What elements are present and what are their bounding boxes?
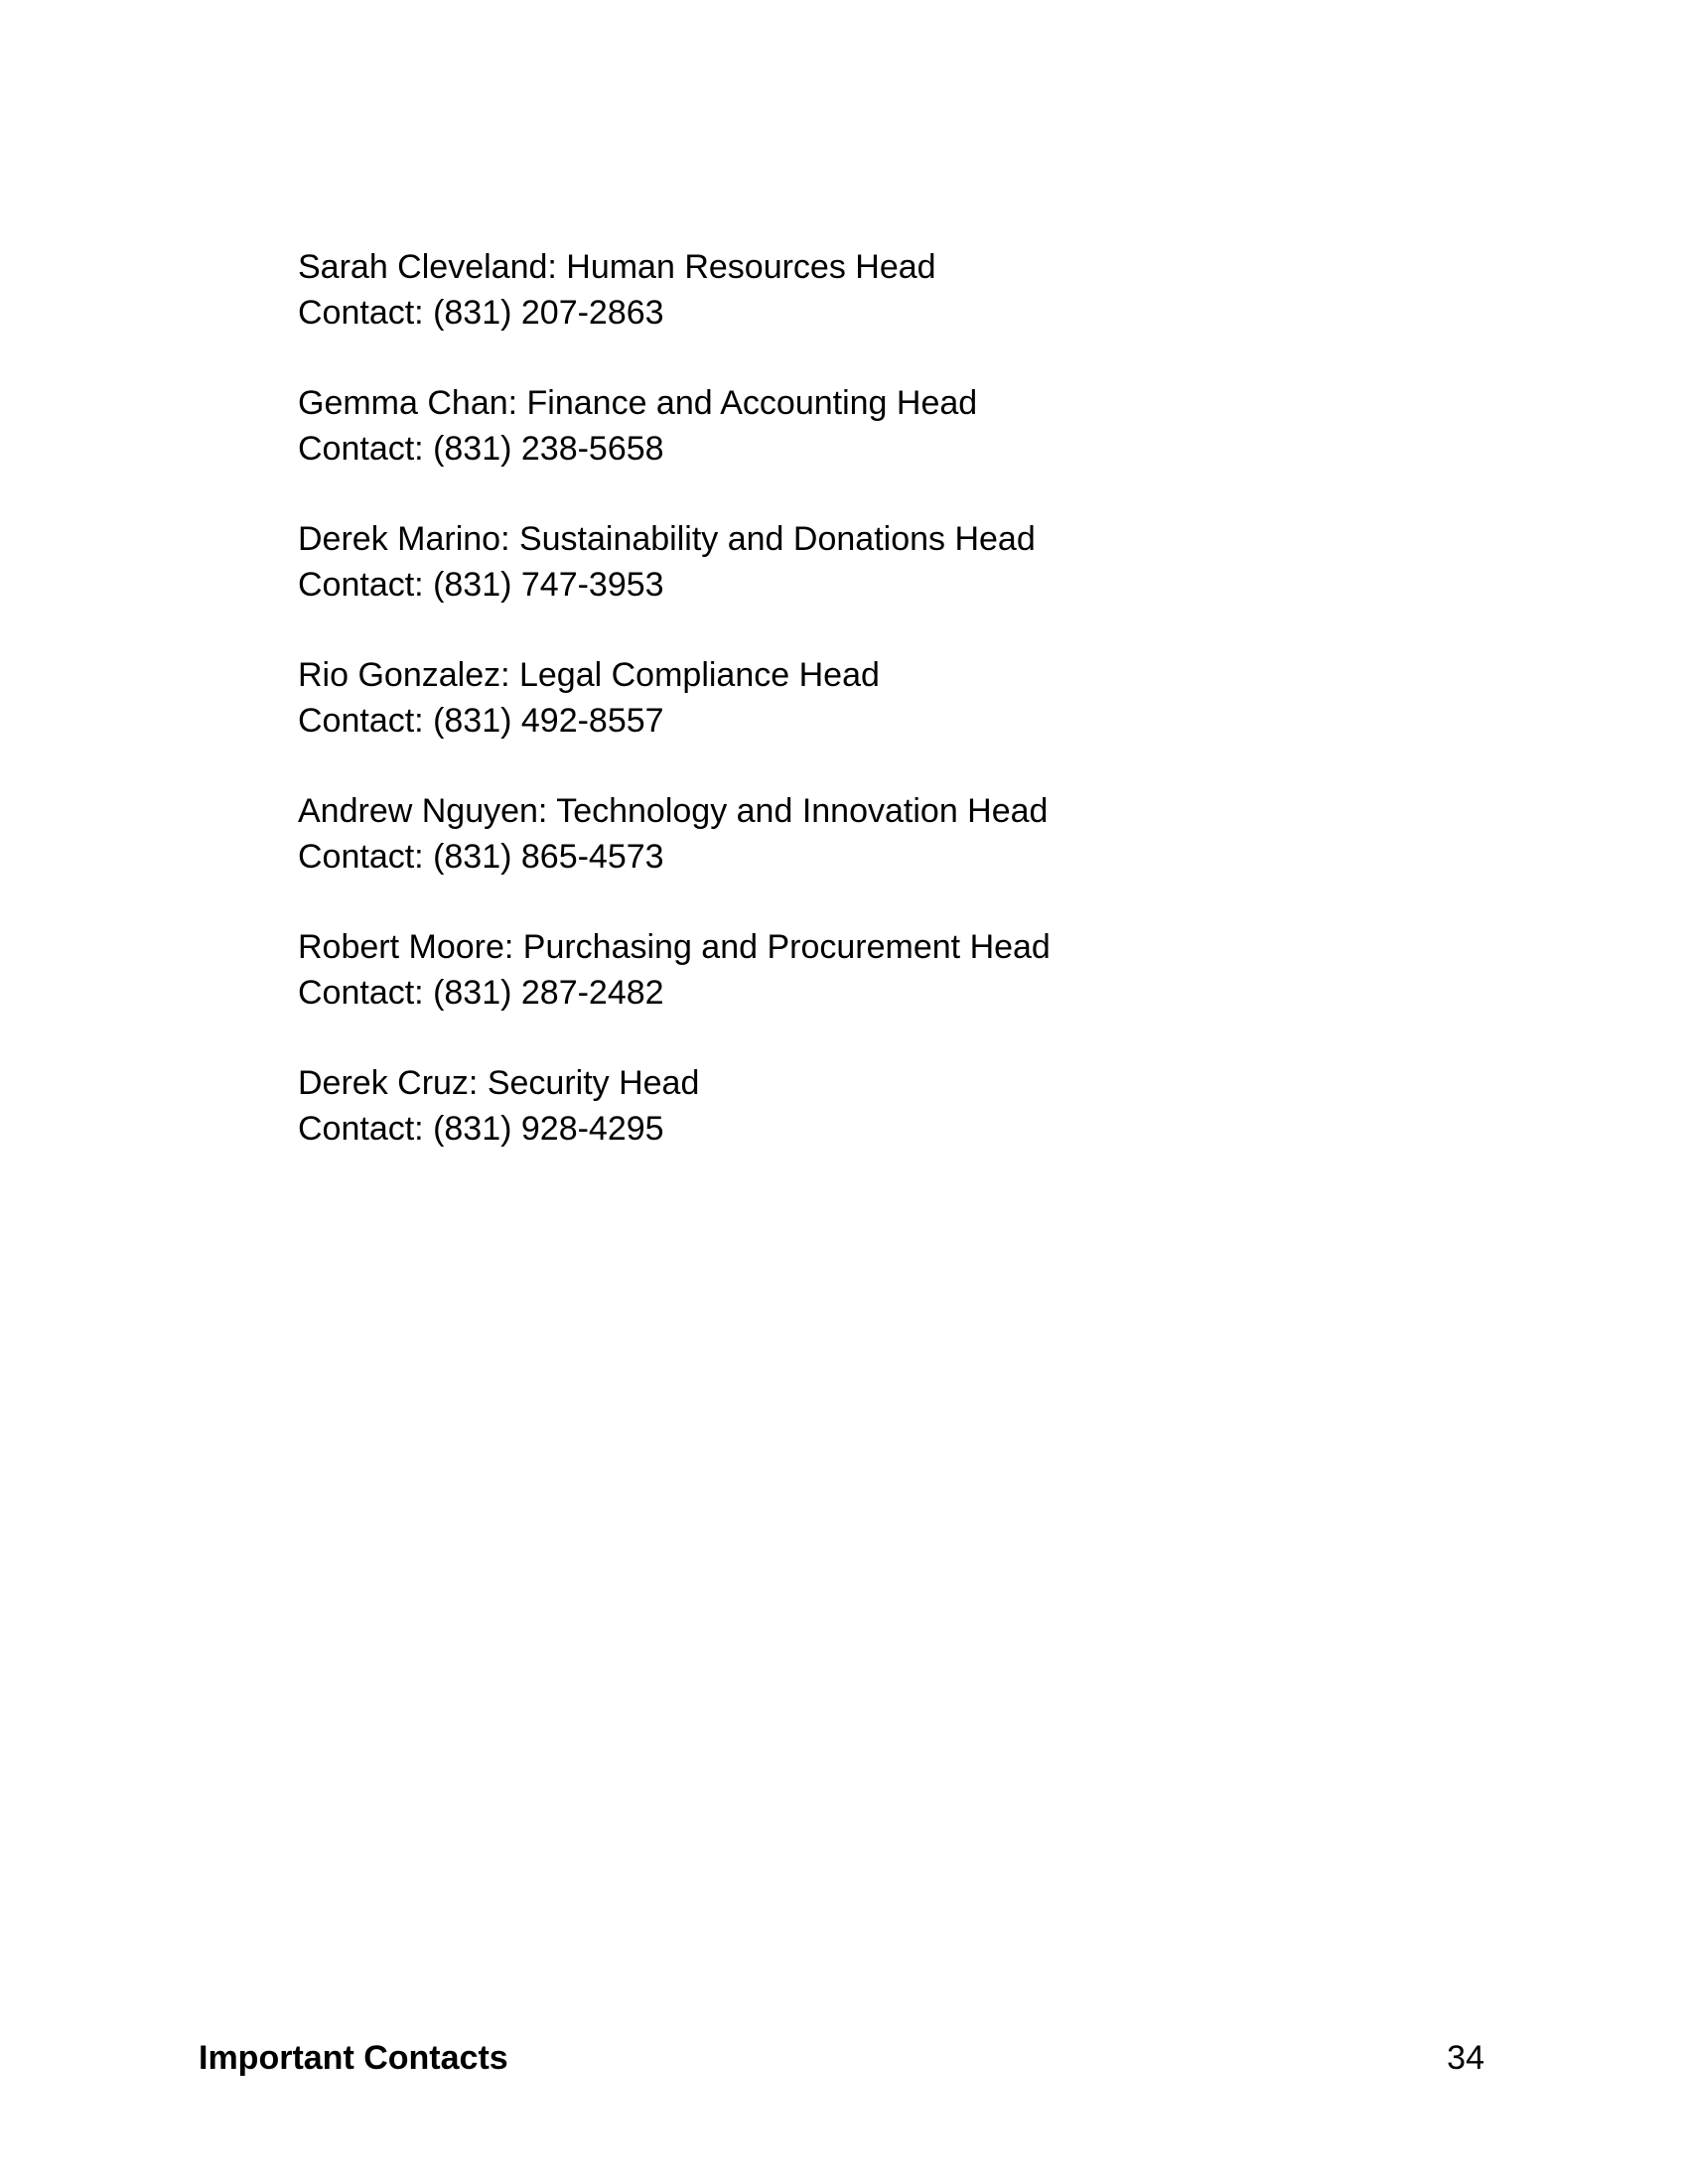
contact-entry [298,244,1390,336]
contact-entry [298,924,1390,1016]
contact-name-role: Andrew Nguyen: Technology and Innovation Head [298,792,1049,830]
contact-name-role: Gemma Chan: Finance and Accounting Head [298,384,978,422]
contact-phone: Contact: (831) 207-2863 [298,294,664,332]
contact-phone: Contact: (831) 287-2482 [298,974,664,1012]
contact-entry [298,380,1390,472]
contact-phone: Contact: (831) 747-3953 [298,566,664,604]
contact-list [298,244,1390,1196]
contact-name-role: Robert Moore: Purchasing and Procurement Head [298,928,1051,966]
contact-entry [298,788,1390,880]
contact-name-role: Derek Marino: Sustainability and Donations Head [298,520,1036,558]
contact-phone: Contact: (831) 928-4295 [298,1110,664,1148]
footer-section-title: Important Contacts [199,2039,508,2077]
contact-phone: Contact: (831) 238-5658 [298,430,664,468]
contact-entry [298,516,1390,608]
contact-phone: Contact: (831) 492-8557 [298,702,664,740]
contact-phone: Contact: (831) 865-4573 [298,838,664,876]
contact-name-role: Derek Cruz: Security Head [298,1064,700,1102]
contact-name-role: Sarah Cleveland: Human Resources Head [298,248,936,286]
page-number: 34 [1447,2039,1484,2077]
contact-entry [298,652,1390,744]
contact-name-role: Rio Gonzalez: Legal Compliance Head [298,656,880,694]
contact-entry [298,1060,1390,1152]
